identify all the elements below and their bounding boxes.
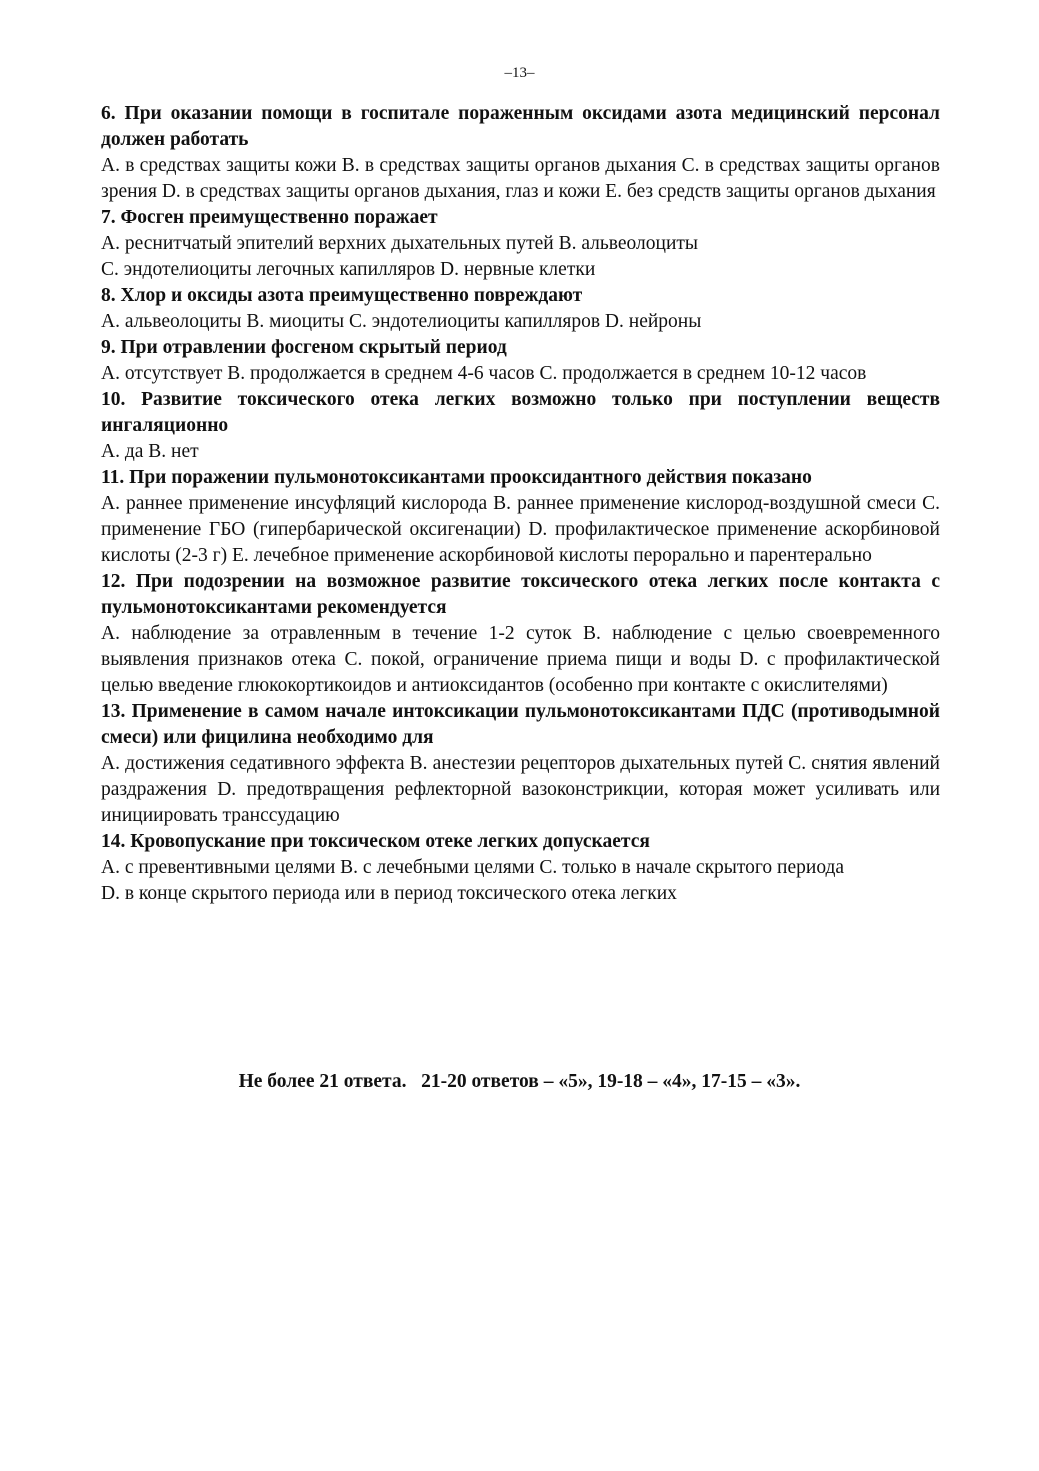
answer-line: A. реснитчатый эпителий верхних дыхательных путей B. альвеолоциты xyxy=(101,233,699,254)
question-8 xyxy=(101,283,940,335)
question-title: 7. Фосген преимущественно поражает xyxy=(101,207,438,228)
question-list xyxy=(101,101,940,907)
question-12 xyxy=(101,569,940,699)
answer-options xyxy=(101,309,940,335)
question-title: 6. При оказании помощи в госпитале пораженным оксидами азота медицинский персонал должен работать xyxy=(101,103,940,150)
question-13 xyxy=(101,699,940,829)
question-11 xyxy=(101,465,940,569)
question-title: 12. При подозрении на возможное развитие токсического отека легких после контакта с пульмонотоксикантами рекомендуется xyxy=(101,571,940,618)
answer-line: A. да B. нет xyxy=(101,441,199,462)
answer-options xyxy=(101,439,940,465)
question-14 xyxy=(101,829,940,907)
answer-line: A. отсутствует B. продолжается в среднем 4-6 часов C. продолжается в среднем 10-12 часов xyxy=(101,363,867,384)
grading-note: Не более 21 ответа. 21-20 ответов – «5», 19-18 – «4», 17-15 – «3». xyxy=(238,1071,801,1092)
answer-options xyxy=(101,751,940,829)
answer-options xyxy=(101,361,940,387)
question-9 xyxy=(101,335,940,387)
answer-options xyxy=(101,491,940,569)
answer-line: D. в конце скрытого периода или в период токсического отека легких xyxy=(101,883,677,904)
question-title: 10. Развитие токсического отека легких возможно только при поступлении веществ ингаляционно xyxy=(101,389,940,436)
answer-line: A. раннее применение инсуфляций кислорода B. раннее применение кислород-воздушной смеси C. применение ГБО (гипербарической оксигенации) D. профилактическое применение аскорбиновой кислоты (2-3 г) E. лечебное применение аскорбиновой кислоты перорально и парентерально xyxy=(101,493,940,566)
answer-line: A. достижения седативного эффекта B. анестезии рецепторов дыхательных путей C. снятия явлений раздражения D. предотвращения рефлекторной вазоконстрикции, которая может усиливать или инициировать транссудацию xyxy=(101,753,940,826)
answer-line: A. наблюдение за отравленным в течение 1-2 суток B. наблюдение с целью своевременного выявления признаков отека C. покой, ограничение приема пищи и воды D. с профилактической целью введение глюкокортикоидов и антиоксидантов (особенно при контакте с окислителями) xyxy=(101,623,940,696)
question-6 xyxy=(101,101,940,205)
answer-line: A. альвеолоциты B. миоциты C. эндотелиоциты капилляров D. нейроны xyxy=(101,311,702,332)
page-number: –13– xyxy=(504,65,535,81)
question-7 xyxy=(101,205,940,283)
question-title: 14. Кровопускание при токсическом отеке легких допускается xyxy=(101,831,650,852)
answer-line: A. с превентивными целями B. с лечебными целями C. только в начале скрытого периода xyxy=(101,857,845,878)
question-title: 8. Хлор и оксиды азота преимущественно повреждают xyxy=(101,285,583,306)
question-title: 13. Применение в самом начале интоксикации пульмонотоксикантами ПДС (противодымной смеси) или фицилина необходимо для xyxy=(101,701,940,748)
answer-line: C. эндотелиоциты легочных капилляров D. нервные клетки xyxy=(101,259,596,280)
answer-options xyxy=(101,153,940,205)
answer-line: A. в средствах защиты кожи B. в средствах защиты органов дыхания C. в средствах защиты органов зрения D. в средствах защиты органов дыхания, глаз и кожи E. без средств защиты органов дыхания xyxy=(101,155,940,202)
question-10 xyxy=(101,387,940,465)
question-title: 11. При поражении пульмонотоксикантами прооксидантного действия показано xyxy=(101,467,812,488)
answer-options xyxy=(101,231,940,283)
answer-options xyxy=(101,855,940,907)
answer-options xyxy=(101,621,940,699)
question-title: 9. При отравлении фосгеном скрытый период xyxy=(101,337,507,358)
